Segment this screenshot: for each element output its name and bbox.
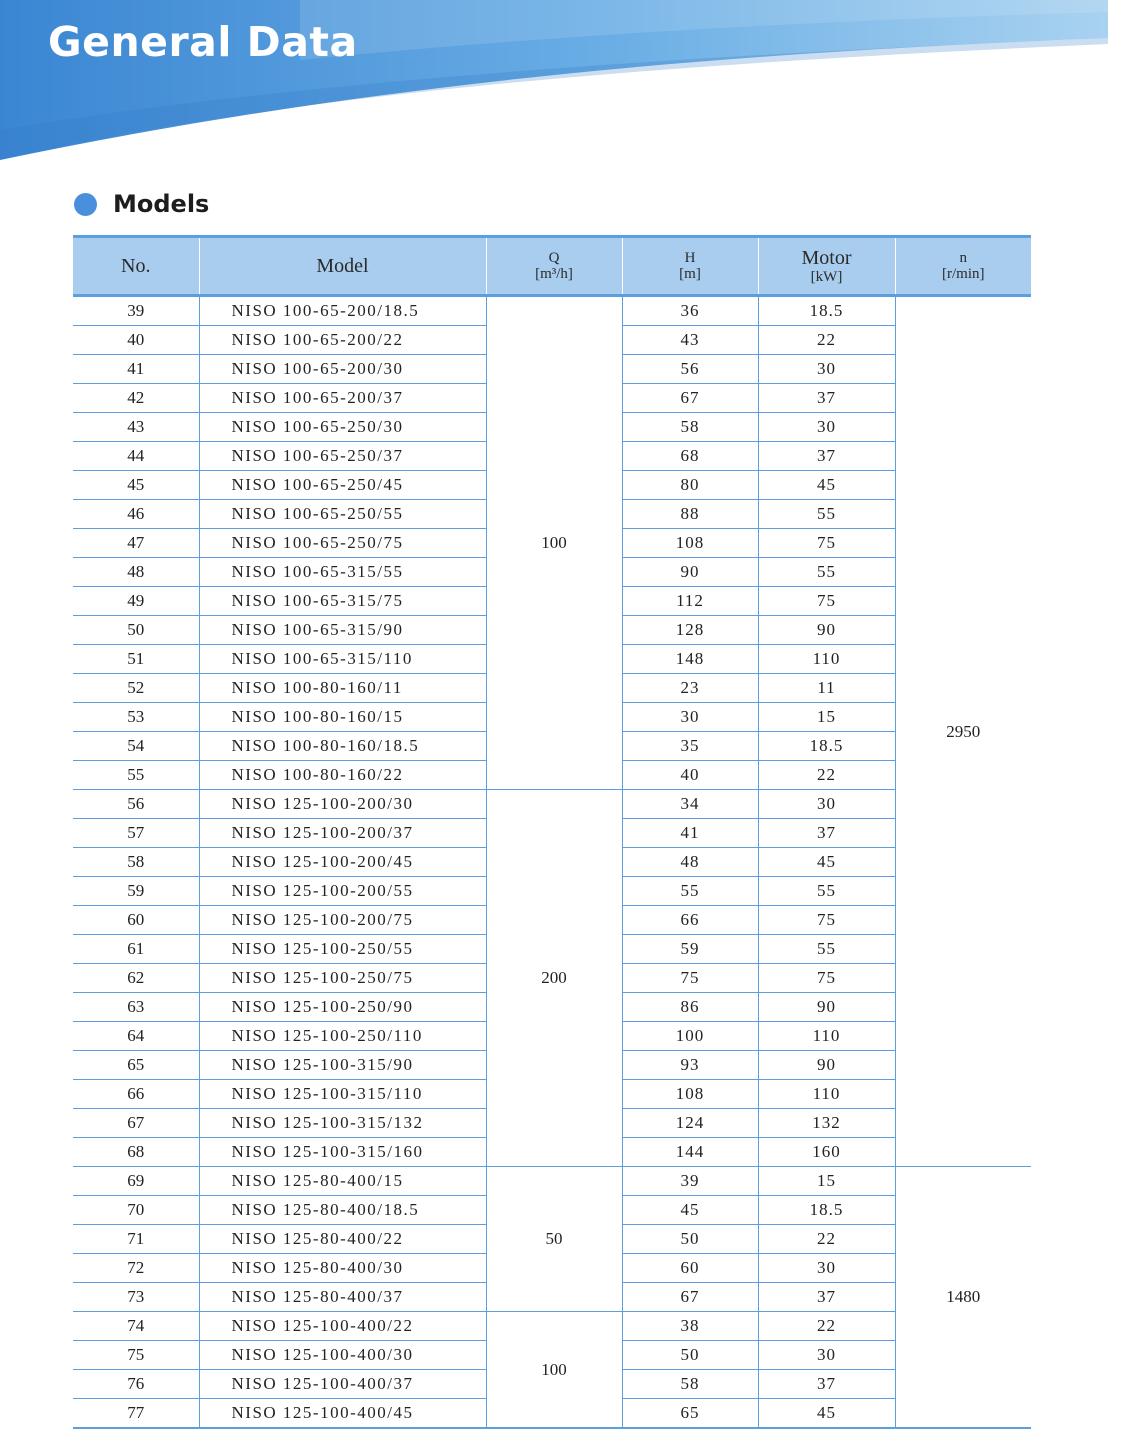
row-number: 75 xyxy=(73,1341,199,1370)
table-row xyxy=(73,1312,1031,1341)
head-h: 58 xyxy=(622,1370,758,1399)
model-name: NISO 100-65-250/75 xyxy=(199,529,486,558)
row-number: 63 xyxy=(73,993,199,1022)
motor-power: 30 xyxy=(758,1254,895,1283)
row-number: 47 xyxy=(73,529,199,558)
header-motor: Motor [kW] xyxy=(758,237,895,296)
model-name: NISO 125-100-315/132 xyxy=(199,1109,486,1138)
table-header-row xyxy=(73,237,1031,296)
motor-power: 22 xyxy=(758,1225,895,1254)
row-number: 48 xyxy=(73,558,199,587)
motor-power: 30 xyxy=(758,790,895,819)
row-number: 54 xyxy=(73,732,199,761)
motor-power: 30 xyxy=(758,1341,895,1370)
model-name: NISO 125-80-400/22 xyxy=(199,1225,486,1254)
model-name: NISO 125-100-315/110 xyxy=(199,1080,486,1109)
head-h: 66 xyxy=(622,906,758,935)
model-name: NISO 100-65-315/110 xyxy=(199,645,486,674)
model-name: NISO 125-100-250/90 xyxy=(199,993,486,1022)
head-h: 34 xyxy=(622,790,758,819)
head-h: 100 xyxy=(622,1022,758,1051)
motor-power: 110 xyxy=(758,645,895,674)
table-row xyxy=(73,790,1031,819)
model-name: NISO 125-80-400/37 xyxy=(199,1283,486,1312)
bullet-dot-icon xyxy=(74,193,97,216)
motor-power: 11 xyxy=(758,674,895,703)
row-number: 60 xyxy=(73,906,199,935)
motor-power: 110 xyxy=(758,1022,895,1051)
model-name: NISO 125-100-400/30 xyxy=(199,1341,486,1370)
row-number: 77 xyxy=(73,1399,199,1429)
table-body xyxy=(73,296,1031,1429)
motor-power: 22 xyxy=(758,326,895,355)
model-name: NISO 125-100-200/75 xyxy=(199,906,486,935)
motor-power: 45 xyxy=(758,1399,895,1429)
motor-power: 18.5 xyxy=(758,1196,895,1225)
row-number: 44 xyxy=(73,442,199,471)
head-h: 56 xyxy=(622,355,758,384)
row-number: 70 xyxy=(73,1196,199,1225)
row-number: 64 xyxy=(73,1022,199,1051)
model-name: NISO 100-80-160/18.5 xyxy=(199,732,486,761)
motor-power: 18.5 xyxy=(758,732,895,761)
motor-power: 160 xyxy=(758,1138,895,1167)
row-number: 61 xyxy=(73,935,199,964)
row-number: 73 xyxy=(73,1283,199,1312)
header-h: H [m] xyxy=(622,237,758,296)
head-h: 58 xyxy=(622,413,758,442)
row-number: 74 xyxy=(73,1312,199,1341)
motor-power: 110 xyxy=(758,1080,895,1109)
model-name: NISO 100-80-160/11 xyxy=(199,674,486,703)
motor-power: 37 xyxy=(758,384,895,413)
model-name: NISO 100-65-315/55 xyxy=(199,558,486,587)
motor-power: 75 xyxy=(758,964,895,993)
model-name: NISO 100-65-200/30 xyxy=(199,355,486,384)
motor-power: 22 xyxy=(758,761,895,790)
row-number: 40 xyxy=(73,326,199,355)
head-h: 60 xyxy=(622,1254,758,1283)
header-model: Model xyxy=(199,237,486,296)
model-name: NISO 125-100-400/45 xyxy=(199,1399,486,1429)
head-h: 148 xyxy=(622,645,758,674)
model-name: NISO 100-65-250/30 xyxy=(199,413,486,442)
motor-power: 132 xyxy=(758,1109,895,1138)
head-h: 108 xyxy=(622,1080,758,1109)
head-h: 41 xyxy=(622,819,758,848)
head-h: 80 xyxy=(622,471,758,500)
row-number: 67 xyxy=(73,1109,199,1138)
head-h: 144 xyxy=(622,1138,758,1167)
model-name: NISO 125-100-250/55 xyxy=(199,935,486,964)
row-number: 50 xyxy=(73,616,199,645)
flow-rate-q: 200 xyxy=(486,790,622,1167)
row-number: 56 xyxy=(73,790,199,819)
motor-power: 30 xyxy=(758,355,895,384)
row-number: 68 xyxy=(73,1138,199,1167)
head-h: 45 xyxy=(622,1196,758,1225)
head-h: 86 xyxy=(622,993,758,1022)
model-name: NISO 125-100-250/75 xyxy=(199,964,486,993)
motor-power: 55 xyxy=(758,500,895,529)
motor-power: 55 xyxy=(758,558,895,587)
motor-power: 45 xyxy=(758,471,895,500)
head-h: 128 xyxy=(622,616,758,645)
head-h: 75 xyxy=(622,964,758,993)
motor-power: 15 xyxy=(758,1167,895,1196)
motor-power: 75 xyxy=(758,906,895,935)
model-name: NISO 100-65-200/18.5 xyxy=(199,296,486,326)
motor-power: 37 xyxy=(758,1283,895,1312)
head-h: 50 xyxy=(622,1225,758,1254)
motor-power: 37 xyxy=(758,1370,895,1399)
head-h: 88 xyxy=(622,500,758,529)
head-h: 59 xyxy=(622,935,758,964)
motor-power: 37 xyxy=(758,819,895,848)
row-number: 52 xyxy=(73,674,199,703)
row-number: 55 xyxy=(73,761,199,790)
speed-n: 1480 xyxy=(895,1167,1031,1429)
head-h: 65 xyxy=(622,1399,758,1429)
model-name: NISO 125-100-200/37 xyxy=(199,819,486,848)
motor-power: 22 xyxy=(758,1312,895,1341)
flow-rate-q: 100 xyxy=(486,296,622,790)
head-h: 48 xyxy=(622,848,758,877)
model-name: NISO 100-80-160/22 xyxy=(199,761,486,790)
flow-rate-q: 100 xyxy=(486,1312,622,1429)
row-number: 72 xyxy=(73,1254,199,1283)
model-name: NISO 100-65-250/37 xyxy=(199,442,486,471)
row-number: 42 xyxy=(73,384,199,413)
row-number: 45 xyxy=(73,471,199,500)
model-name: NISO 125-80-400/15 xyxy=(199,1167,486,1196)
model-name: NISO 100-65-250/45 xyxy=(199,471,486,500)
speed-n: 2950 xyxy=(895,296,1031,1167)
motor-power: 90 xyxy=(758,616,895,645)
row-number: 59 xyxy=(73,877,199,906)
row-number: 76 xyxy=(73,1370,199,1399)
model-name: NISO 125-100-200/45 xyxy=(199,848,486,877)
model-name: NISO 100-65-315/90 xyxy=(199,616,486,645)
row-number: 39 xyxy=(73,296,199,326)
row-number: 41 xyxy=(73,355,199,384)
motor-power: 18.5 xyxy=(758,296,895,326)
motor-power: 15 xyxy=(758,703,895,732)
head-h: 124 xyxy=(622,1109,758,1138)
motor-power: 45 xyxy=(758,848,895,877)
head-h: 112 xyxy=(622,587,758,616)
model-name: NISO 125-100-250/110 xyxy=(199,1022,486,1051)
section-heading xyxy=(74,190,209,218)
head-h: 43 xyxy=(622,326,758,355)
table-row xyxy=(73,296,1031,326)
model-name: NISO 100-65-315/75 xyxy=(199,587,486,616)
row-number: 46 xyxy=(73,500,199,529)
model-name: NISO 125-100-200/30 xyxy=(199,790,486,819)
row-number: 53 xyxy=(73,703,199,732)
head-h: 30 xyxy=(622,703,758,732)
head-h: 40 xyxy=(622,761,758,790)
row-number: 69 xyxy=(73,1167,199,1196)
head-h: 93 xyxy=(622,1051,758,1080)
row-number: 62 xyxy=(73,964,199,993)
models-table xyxy=(73,235,1031,1429)
head-h: 68 xyxy=(622,442,758,471)
head-h: 36 xyxy=(622,296,758,326)
head-h: 67 xyxy=(622,1283,758,1312)
row-number: 65 xyxy=(73,1051,199,1080)
model-name: NISO 100-65-250/55 xyxy=(199,500,486,529)
flow-rate-q: 50 xyxy=(486,1167,622,1312)
row-number: 43 xyxy=(73,413,199,442)
head-h: 35 xyxy=(622,732,758,761)
motor-power: 90 xyxy=(758,1051,895,1080)
model-name: NISO 125-100-315/90 xyxy=(199,1051,486,1080)
model-name: NISO 125-100-200/55 xyxy=(199,877,486,906)
row-number: 66 xyxy=(73,1080,199,1109)
model-name: NISO 100-65-200/22 xyxy=(199,326,486,355)
motor-power: 37 xyxy=(758,442,895,471)
head-h: 23 xyxy=(622,674,758,703)
header-n: n [r/min] xyxy=(895,237,1031,296)
model-name: NISO 100-80-160/15 xyxy=(199,703,486,732)
motor-power: 75 xyxy=(758,529,895,558)
header-q: Q [m³/h] xyxy=(486,237,622,296)
section-title: Models xyxy=(113,190,210,218)
model-name: NISO 125-100-400/22 xyxy=(199,1312,486,1341)
row-number: 71 xyxy=(73,1225,199,1254)
row-number: 51 xyxy=(73,645,199,674)
model-name: NISO 125-80-400/18.5 xyxy=(199,1196,486,1225)
motor-power: 55 xyxy=(758,877,895,906)
head-h: 67 xyxy=(622,384,758,413)
page-title: General Data xyxy=(48,18,358,66)
row-number: 49 xyxy=(73,587,199,616)
head-h: 38 xyxy=(622,1312,758,1341)
motor-power: 55 xyxy=(758,935,895,964)
table-row xyxy=(73,1167,1031,1196)
head-h: 50 xyxy=(622,1341,758,1370)
head-h: 90 xyxy=(622,558,758,587)
head-h: 108 xyxy=(622,529,758,558)
row-number: 57 xyxy=(73,819,199,848)
head-h: 55 xyxy=(622,877,758,906)
header-no: No. xyxy=(73,237,199,296)
model-name: NISO 125-80-400/30 xyxy=(199,1254,486,1283)
motor-power: 30 xyxy=(758,413,895,442)
model-name: NISO 125-100-315/160 xyxy=(199,1138,486,1167)
model-name: NISO 100-65-200/37 xyxy=(199,384,486,413)
motor-power: 90 xyxy=(758,993,895,1022)
motor-power: 75 xyxy=(758,587,895,616)
row-number: 58 xyxy=(73,848,199,877)
head-h: 39 xyxy=(622,1167,758,1196)
model-name: NISO 125-100-400/37 xyxy=(199,1370,486,1399)
